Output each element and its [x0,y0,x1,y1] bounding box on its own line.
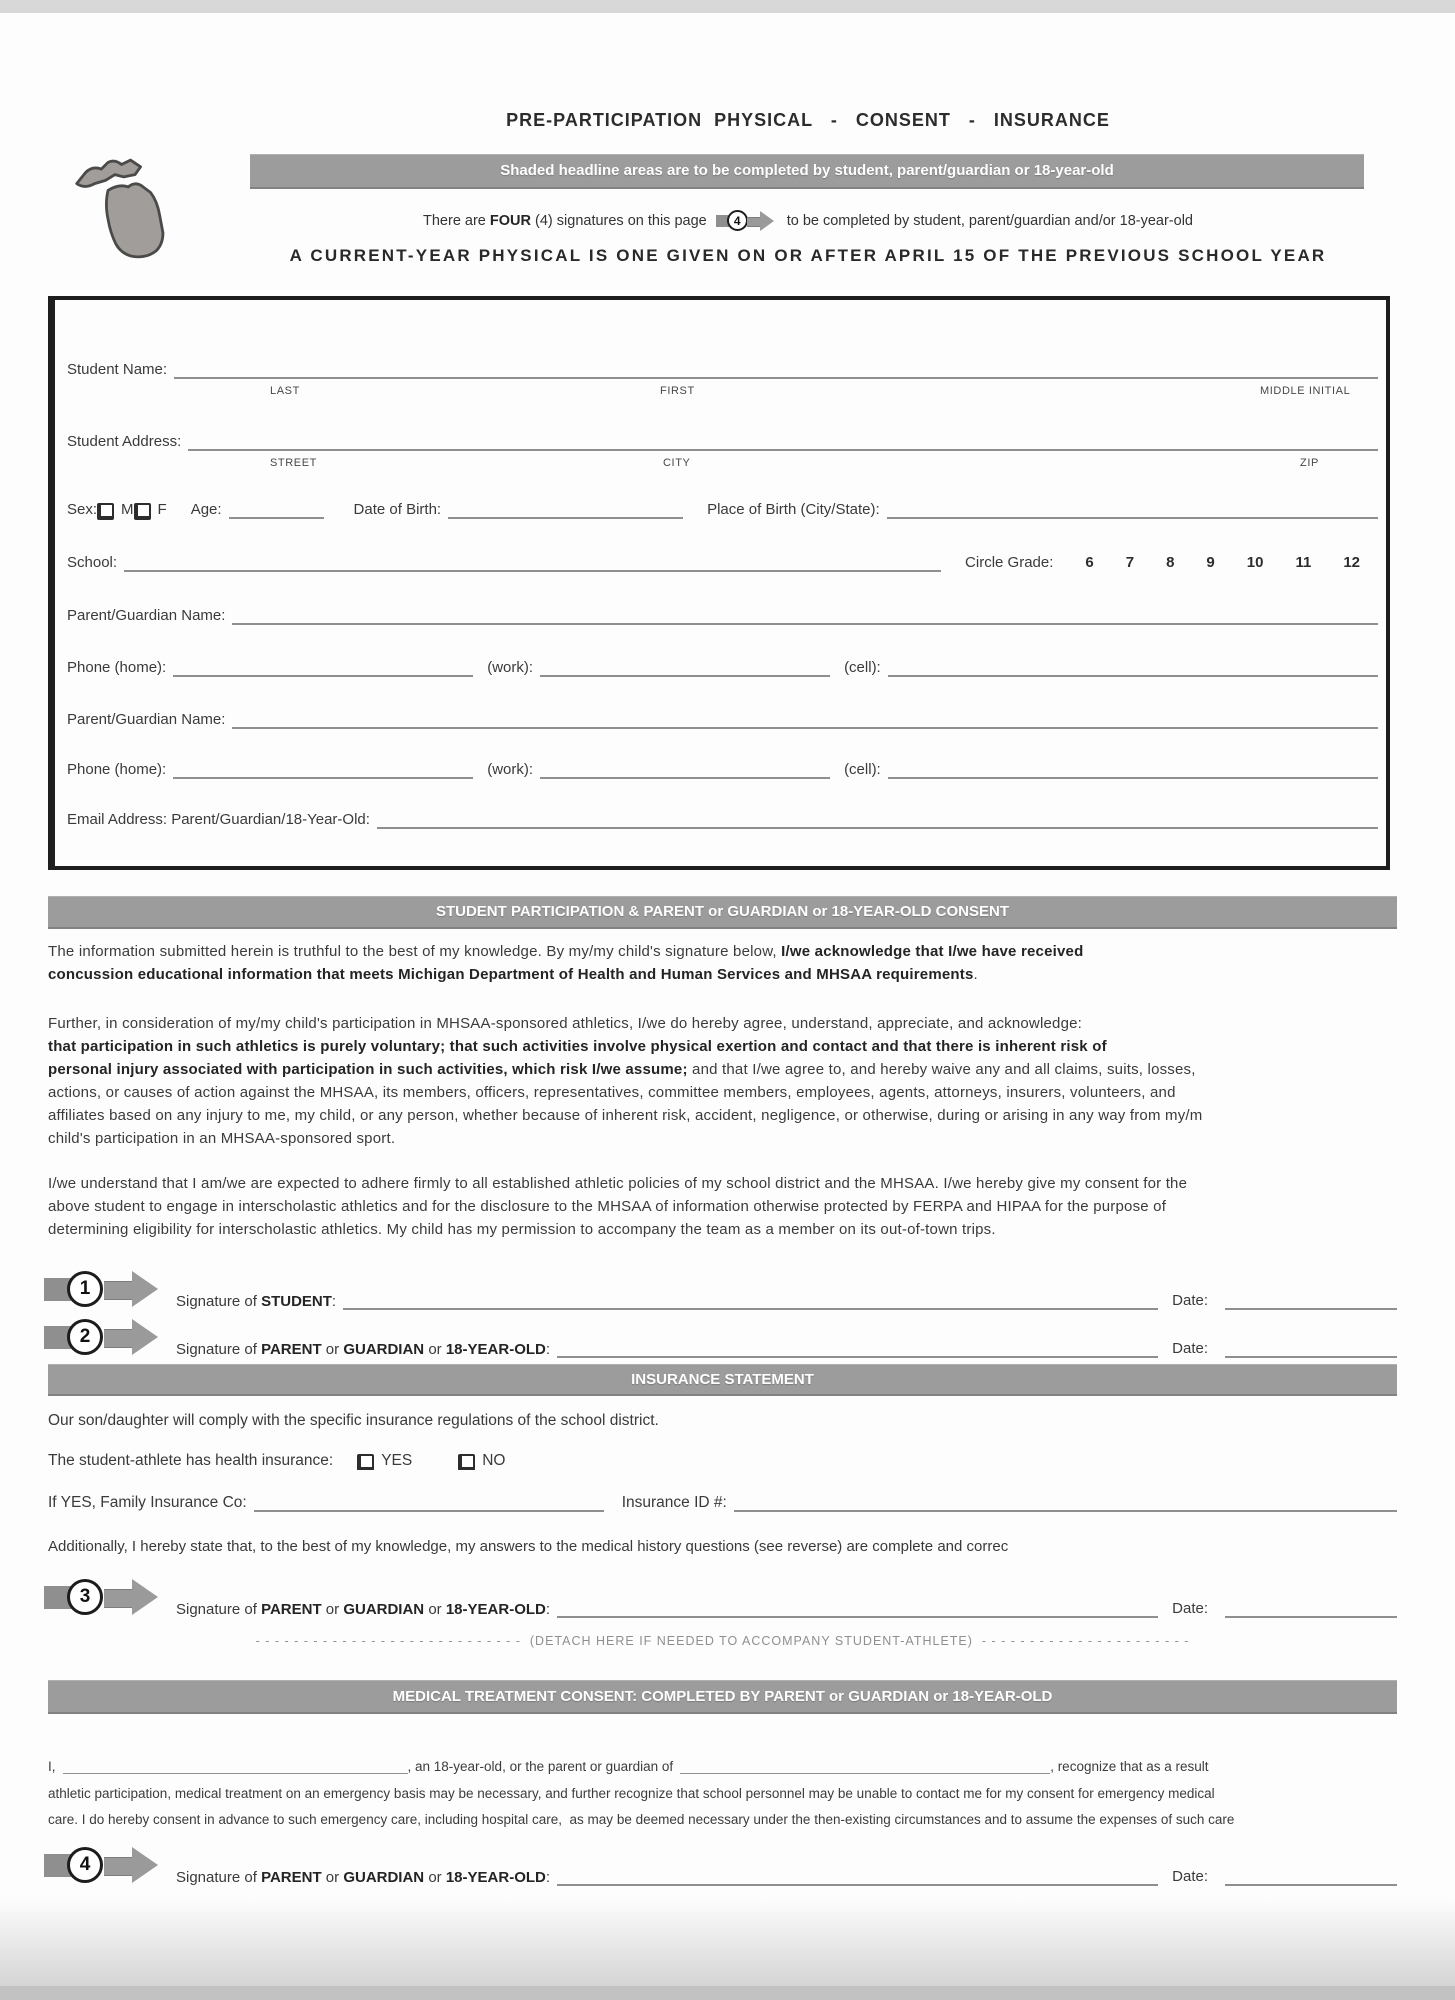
phone1-cell-label: (cell): [844,659,881,676]
signature-4-date-label: Date: [1172,1868,1208,1885]
health-insurance-row [48,1450,1397,1470]
student-name-field[interactable] [174,362,1378,379]
dob-label: Date of Birth: [353,501,442,518]
grade-option-9[interactable]: 9 [1206,554,1215,571]
consent-header-bar: STUDENT PARTICIPATION & PARENT or GUARDIAN or 18-YEAR-OLD CONSENT [48,896,1397,929]
parent2-name-row [67,710,1378,729]
insurance-yes-checkbox[interactable] [357,1454,374,1470]
signature-2-badge-icon: 2 [44,1317,166,1357]
parent1-name-label: Parent/Guardian Name: [67,607,226,624]
phone1-cell-field[interactable] [888,660,1378,677]
family-insurance-co-field[interactable] [254,1495,604,1512]
sublabel-middle-initial: MIDDLE INITIAL [1260,385,1351,397]
page-title: PRE-PARTICIPATION PHYSICAL - CONSENT - INSURANCE [506,110,1110,130]
detach-label: (DETACH HERE IF NEEDED TO ACCOMPANY STUDENT-ATHLETE) [529,1634,973,1648]
insurance-no-checkbox[interactable] [458,1454,475,1470]
student-address-row [67,432,1378,451]
sublabel-city: CITY [663,457,691,469]
dob-field[interactable] [448,502,683,519]
signatures-count-note [160,206,1455,236]
medical-fill-in-row [48,1756,1397,1774]
signature-4-badge-icon: 4 [44,1845,166,1885]
declarant-name-field[interactable] [63,1760,408,1774]
current-year-physical-note: A CURRENT-YEAR PHYSICAL IS ONE GIVEN ON OR AFTER APRIL 15 OF THE PREVIOUS SCHOOL YEAR [289,246,1327,265]
signature-3-row [44,1576,1397,1618]
parent1-name-field[interactable] [232,608,1378,625]
family-insurance-co-label: If YES, Family Insurance Co: [48,1494,247,1511]
grade-option-7[interactable]: 7 [1125,554,1135,571]
signature-1-date-field[interactable] [1225,1293,1397,1310]
email-field[interactable] [377,812,1378,829]
shaded-headline-bar: Shaded headline areas are to be completed by student, parent/guardian or 18-year-old [250,154,1364,189]
school-grade-row [67,553,1378,572]
signature-1-field[interactable] [343,1293,1158,1310]
guardian-of-field[interactable] [680,1760,1050,1774]
student-address-label: Student Address: [67,433,182,450]
sex-male-label: M [121,501,134,518]
insurance-no-label: NO [482,1452,506,1469]
pob-field[interactable] [887,502,1378,519]
grade-option-8[interactable]: 8 [1166,554,1175,571]
four-signatures-badge-icon: 4 [716,209,778,233]
pob-label: Place of Birth (City/State): [707,501,880,518]
age-field[interactable] [229,502,324,519]
signatures-count-text: There are FOUR (4) signatures on this page [423,213,707,229]
grade-option-11[interactable]: 11 [1295,554,1312,571]
email-label: Email Address: Parent/Guardian/18-Year-Old: [67,811,370,828]
signature-1-row [44,1268,1397,1310]
bottom-edge-strip [0,1986,1455,2000]
medical-header-bar: MEDICAL TREATMENT CONSENT: COMPLETED BY PARENT or GUARDIAN or 18-YEAR-OLD [48,1680,1397,1714]
grade-option-10[interactable]: 10 [1246,554,1264,571]
student-info-box [48,296,1390,870]
consent-paragraph-2: Further, in consideration of my/my child's participation in MHSAA-sponsored athletics, I/we do hereby agree, understand, appreciate, and acknowledge: that participation in such athletics is purely voluntary; that such activities involve physical exertion and contact and that there is inherent risk of personal injury associated with participation in such activities, which risk I/we assume; and that I/we agree to, and hereby waive any and all claims, suits, losses, actions, or causes of action against the MHSAA, its members, officers, representatives, committee members, employees, agents, attorneys, insurers, volunteers, and affiliates based on any injury to me, my child, or any person, whether because of inherent risk, accident, negligence, or otherwise, during or arising in any way from my/m child's participation in an MHSAA-sponsored sport. [48,1015,1203,1147]
additionally-statement-line: Additionally, I hereby state that, to the best of my knowledge, my answers to the medical history questions (see reverse) are complete and correc [48,1538,1009,1555]
health-insurance-label: The student-athlete has health insurance: [48,1452,334,1469]
school-label: School: [67,554,118,571]
sex-label: Sex: [67,501,98,518]
phone2-cell-label: (cell): [844,761,881,778]
top-edge-strip [0,0,1455,13]
sublabel-street: STREET [270,457,317,469]
phone1-work-field[interactable] [540,660,830,677]
signature-3-date-field[interactable] [1225,1601,1397,1618]
medical-i-label: I, [48,1759,56,1774]
sex-female-checkbox[interactable] [134,503,151,520]
phone2-work-field[interactable] [540,762,830,779]
student-name-row [67,360,1378,379]
medical-paragraph-line-2: athletic participation, medical treatment on an emergency basis may be necessary, and further recognize that school personnel may be unable to contact me for my consent for emergency medical [48,1786,1215,1801]
bottom-fade [0,1898,1455,1988]
phone2-home-field[interactable] [173,762,473,779]
grade-option-6[interactable]: 6 [1085,554,1094,571]
insurance-company-row [48,1492,1397,1512]
detach-line: - - - - - - - - - - - - - - - - - - - - - - - - - - - - (DETACH HERE IF NEEDED TO ACCOMPANY STUDENT-ATHLETE) - - - - - - - - - - - - - - - - - - - - - - [255,1634,1190,1648]
circle-grade-label: Circle Grade: [965,554,1054,571]
medical-paragraph-line-3: care. I do hereby consent in advance to such emergency care, including hospital care, as may be deemed necessary under the then-existing circumstances and to assume the expenses of such care [48,1812,1235,1827]
sublabel-first: FIRST [660,385,695,397]
signature-4-date-field[interactable] [1225,1869,1397,1886]
signatures-count-tail: to be completed by student, parent/guardian and/or 18-year-old [786,213,1193,229]
phone1-work-label: (work): [487,659,534,676]
parent2-name-label: Parent/Guardian Name: [67,711,226,728]
medical-mid-label: , an 18-year-old, or the parent or guardian of [407,1759,674,1774]
phone2-home-label: Phone (home): [67,761,167,778]
signature-2-field[interactable] [557,1341,1158,1358]
signature-3-date-label: Date: [1172,1600,1208,1617]
signature-4-field[interactable] [557,1869,1158,1886]
signature-2-date-field[interactable] [1225,1341,1397,1358]
signature-3-label: Signature of PARENT or GUARDIAN or 18-YEAR-OLD: [176,1601,551,1618]
email-row [67,810,1378,829]
signature-4-row [44,1844,1397,1886]
age-label: Age: [190,501,222,518]
signature-2-label: Signature of PARENT or GUARDIAN or 18-YEAR-OLD: [176,1341,551,1358]
sublabel-zip: ZIP [1300,457,1319,469]
signature-1-badge-icon: 1 [44,1269,166,1309]
signature-2-date-label: Date: [1172,1340,1208,1357]
sex-age-birth-row [67,500,1378,519]
parent2-name-field[interactable] [232,712,1378,729]
phone1-home-label: Phone (home): [67,659,167,676]
grade-option-12[interactable]: 12 [1343,554,1360,571]
insurance-header-bar: INSURANCE STATEMENT [48,1364,1397,1396]
signature-2-row [44,1316,1397,1358]
consent-paragraph-3: I/we understand that I am/we are expected to adhere firmly to all established athletic policies of my school district and the MHSAA. I/we hereby give my consent for the above student to engage in interscholastic athletics and for the disclosure to the MHSAA of information otherwise protected by FERPA and HIPAA for the purpose of determining eligibility for interscholastic athletics. My child has my permission to accompany the team as a member on its out-of-town trips. [48,1175,1188,1238]
phone2-work-label: (work): [487,761,534,778]
signature-4-label: Signature of PARENT or GUARDIAN or 18-YEAR-OLD: [176,1869,551,1886]
medical-tail-label: , recognize that as a result [1050,1759,1209,1774]
phone2-row [67,760,1378,779]
phone1-row [67,658,1378,677]
student-address-field[interactable] [188,434,1378,451]
sex-male-checkbox[interactable] [97,503,114,520]
insurance-id-label: Insurance ID #: [621,1494,727,1511]
school-field[interactable] [124,555,941,572]
consent-paragraph-1: The information submitted herein is truthful to the best of my knowledge. By my/my child's signature below, I/we acknowledge that I/we have received concussion educational information that meets Michigan Department of Health and Human Services and MHSAA requirements. [48,943,1084,983]
insurance-yes-label: YES [381,1452,413,1469]
signature-3-field[interactable] [557,1601,1158,1618]
phone1-home-field[interactable] [173,660,473,677]
signature-1-date-label: Date: [1172,1292,1208,1309]
phone2-cell-field[interactable] [888,762,1378,779]
sublabel-last: LAST [270,385,300,397]
signature-1-label: Signature of STUDENT: [176,1293,337,1310]
student-name-label: Student Name: [67,361,168,378]
sex-female-label: F [157,501,167,518]
signature-3-badge-icon: 3 [44,1577,166,1617]
parent1-name-row [67,606,1378,625]
insurance-id-field[interactable] [734,1495,1397,1512]
insurance-statement-line: Our son/daughter will comply with the specific insurance regulations of the school district. [48,1412,659,1429]
